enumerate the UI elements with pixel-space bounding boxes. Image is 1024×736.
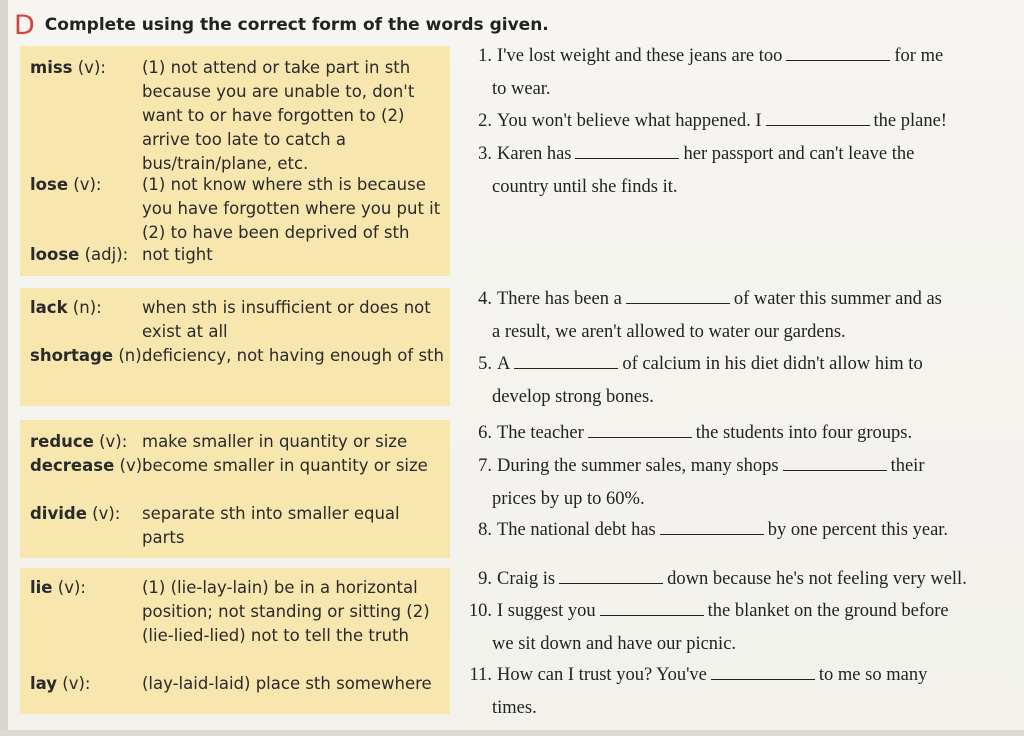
answer-blank[interactable]	[588, 419, 692, 438]
sentence-end: down because he's not feeling very well.	[667, 569, 967, 589]
exercise-instruction: Complete using the correct form of the words given.	[44, 15, 549, 35]
sentence-continuation: a result, we aren't allowed to water our gardens.	[492, 321, 846, 342]
answer-blank[interactable]	[575, 140, 679, 159]
part-of-speech: (v):	[62, 674, 91, 693]
part-of-speech: (v):	[119, 456, 148, 475]
part-of-speech: (v):	[99, 432, 128, 451]
sentence-start: There has been a	[497, 289, 622, 309]
vocab-entry-loose	[30, 243, 444, 267]
exercise-number: 1.	[478, 46, 492, 66]
answer-blank[interactable]	[711, 661, 815, 680]
vocab-definition: (1) not know where sth is because you have forgotten where you put it (2) to have been deprived of sth	[142, 175, 441, 242]
vocab-entry-miss	[30, 56, 444, 176]
sentence-end: the plane!	[873, 111, 947, 131]
sentence-start: I suggest you	[497, 601, 596, 621]
vocab-box-lack-shortage	[20, 288, 450, 406]
vocab-definition: (lay-laid-laid) place sth somewhere	[142, 674, 432, 693]
vocab-entry-shortage	[30, 344, 444, 392]
vocab-word: loose	[30, 245, 80, 264]
sentence-start: Karen has	[497, 144, 572, 164]
vocab-box-miss-lose-loose	[20, 46, 450, 276]
exercise-item-7	[458, 450, 1018, 515]
vocab-word: lie	[30, 578, 53, 597]
exercise-number: 6.	[478, 423, 492, 443]
sentence-start: The national debt has	[497, 520, 656, 540]
vocab-definition: not tight	[142, 245, 213, 264]
answer-blank[interactable]	[766, 107, 870, 126]
exercise-item-8	[458, 514, 1018, 547]
sentence-start: How can I trust you? You've	[497, 665, 707, 685]
vocab-definition: (1) (lie-lay-lain) be in a horizontal position; not standing or sitting (2) (lie-lied-lied) not to tell the truth	[142, 578, 430, 645]
sentence-start: The teacher	[497, 423, 584, 443]
vocab-entry-lose	[30, 173, 444, 245]
part-of-speech: (n):	[72, 298, 102, 317]
exercise-item-4	[458, 283, 1018, 348]
vocab-definition: when sth is insufficient or does not exist at all	[142, 298, 431, 341]
part-of-speech: (v):	[73, 175, 102, 194]
exercise-item-10	[458, 595, 1018, 660]
sentence-end: the blanket on the ground before	[707, 601, 949, 621]
part-of-speech: (n):	[118, 346, 148, 365]
sentence-continuation: develop strong bones.	[492, 386, 654, 407]
sentence-end: for me	[894, 46, 944, 66]
sentence-end: by one percent this year.	[767, 520, 949, 540]
vocab-box-reduce-decrease-divide	[20, 420, 450, 558]
part-of-speech: (v):	[77, 58, 106, 77]
vocab-word: lose	[30, 175, 69, 194]
sentence-continuation: prices by up to 60%.	[492, 488, 645, 509]
sentence-start: Craig is	[497, 569, 556, 589]
vocab-word: lay	[30, 674, 58, 693]
vocab-entry-lay	[30, 672, 444, 696]
vocab-word: divide	[30, 504, 87, 523]
part-of-speech: (v):	[57, 578, 86, 597]
answer-blank[interactable]	[600, 597, 704, 616]
exercise-number: 5.	[478, 354, 492, 374]
sentence-continuation: times.	[492, 697, 537, 718]
exercise-item-11	[458, 659, 1018, 724]
answer-blank[interactable]	[626, 285, 730, 304]
exercise-item-5	[458, 348, 1018, 413]
sentence-end: of calcium in his diet didn't allow him to	[622, 354, 923, 374]
answer-blank[interactable]	[783, 452, 887, 471]
vocab-word: shortage	[30, 346, 114, 365]
answer-blank[interactable]	[786, 42, 890, 61]
part-of-speech: (v):	[92, 504, 121, 523]
vocab-definition: make smaller in quantity or size	[142, 432, 408, 451]
sentence-start: During the summer sales, many shops	[497, 456, 779, 476]
exercise-number: 8.	[478, 520, 492, 540]
vocab-definition: become smaller in quantity or size	[142, 456, 428, 475]
sentence-end: their	[890, 456, 925, 476]
sentence-end: to me so many	[818, 665, 928, 685]
exercise-number: 11.	[469, 665, 492, 685]
exercise-number: 2.	[478, 111, 492, 131]
exercise-item-1	[458, 40, 1018, 105]
answer-blank[interactable]	[660, 516, 764, 535]
vocab-definition: (1) not attend or take part in sth because you are unable to, don't want to or have forgotten to (2) arrive too late to catch a bus/train/plane, etc.	[142, 58, 415, 173]
sentence-start: A	[497, 354, 511, 374]
vocab-definition: deficiency, not having enough of sth	[142, 346, 444, 365]
exercise-number: 4.	[478, 289, 492, 309]
sentence-end: of water this summer and as	[733, 289, 942, 309]
vocab-entry-divide	[30, 502, 444, 550]
exercise-item-2	[458, 105, 1018, 138]
exercise-number: 10.	[468, 601, 492, 621]
sentence-start: I've lost weight and these jeans are too	[497, 46, 783, 66]
vocab-box-lie-lay	[20, 568, 450, 714]
sentence-continuation: we sit down and have our picnic.	[492, 633, 737, 654]
exercise-number: 9.	[478, 569, 492, 589]
page-bottom-edge	[0, 730, 1024, 736]
vocab-definition: separate sth into smaller equal parts	[142, 504, 400, 547]
sentence-start: You won't believe what happened. I	[497, 111, 762, 131]
exercise-item-9	[458, 563, 1018, 596]
exercise-item-6	[458, 417, 1018, 450]
page-edge	[0, 0, 8, 736]
exercise-item-3	[458, 138, 1018, 203]
answer-blank[interactable]	[514, 350, 618, 369]
vocab-entry-decrease	[30, 454, 444, 502]
vocab-entry-lie	[30, 576, 444, 672]
exercise-letter: D	[14, 9, 35, 41]
exercise-number: 7.	[478, 456, 492, 476]
sentence-end: her passport and can't leave the	[683, 144, 915, 164]
exercise-header	[14, 10, 549, 40]
vocab-word: miss	[30, 58, 73, 77]
vocab-word: reduce	[30, 432, 94, 451]
vocab-entry-reduce	[30, 430, 444, 454]
vocab-word: decrease	[30, 456, 115, 475]
sentence-continuation: to wear.	[492, 78, 551, 99]
answer-blank[interactable]	[559, 565, 663, 584]
part-of-speech: (adj):	[84, 245, 129, 264]
vocab-entry-lack	[30, 296, 444, 344]
sentence-continuation: country until she finds it.	[492, 176, 678, 197]
exercise-number: 3.	[478, 144, 492, 164]
sentence-end: the students into four groups.	[695, 423, 913, 443]
vocab-word: lack	[30, 298, 68, 317]
